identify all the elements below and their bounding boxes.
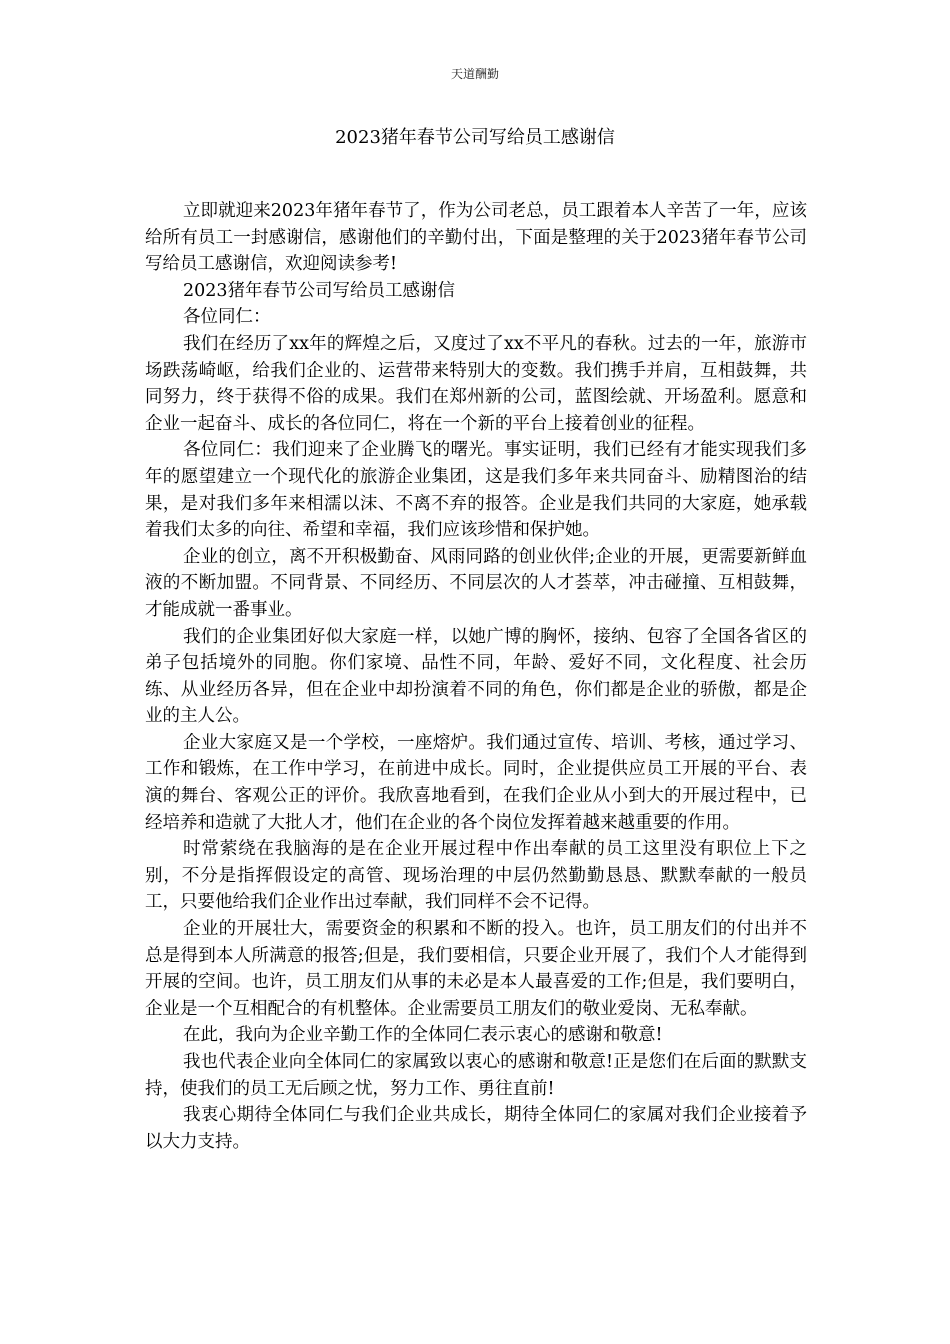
paragraph: 我们在经历了xx年的辉煌之后，又度过了xx不平凡的春秋。过去的一年，旅游市场跌荡崎岖，给我们企业的、运营带来特别大的变数。我们携手并肩，互相鼓舞，共同努力，终于获得不俗的成果。我们在郑州新的公司，蓝图绘就、开场盈利。愿意和企业一起奋斗、成长的各位同仁，将在一个新的平台上接着创业的征程。 — [145, 333, 807, 434]
paragraph: 企业的开展壮大，需要资金的积累和不断的投入。也许，员工朋友们的付出并不总是得到本人所满意的报答;但是，我们要相信，只要企业开展了，我们个人才能得到开展的空间。也许，员工朋友们从事的未必是本人最喜爱的工作;但是，我们要明白，企业是一个互相配合的有机整体。企业需要员工朋友们的敬业爱岗、无私奉献。 — [145, 919, 807, 1019]
paragraph: 各位同仁：我们迎来了企业腾飞的曙光。事实证明，我们已经有才能实现我们多年的愿望建立一个现代化的旅游企业集团，这是我们多年来共同奋斗、励精图治的结果，是对我们多年来相濡以沫、不离不弃的报答。企业是我们共同的大家庭，她承载着我们太多的向往、希望和幸福，我们应该珍惜和保护她。 — [145, 440, 807, 541]
paragraph-salutation: 各位同仁： — [183, 307, 271, 328]
paragraph: 企业的创立，离不开积极勤奋、风雨同路的创业伙伴;企业的开展，更需要新鲜血液的不断加盟。不同背景、不同经历、不同层次的人才荟萃，冲击碰撞、互相鼓舞，才能成就一番事业。 — [145, 546, 807, 620]
paragraph-closing: 我衷心期待全体同仁与我们企业共成长，期待全体同仁的家属对我们企业接着予以大力支持。 — [145, 1105, 807, 1152]
paragraph: 我们的企业集团好似大家庭一样，以她广博的胸怀，接纳、包容了全国各省区的弟子包括境外的同胞。你们家境、品性不同，年龄、爱好不同，文化程度、社会历练、从业经历各异，但在企业中却扮演着不同的角色，你们都是企业的骄傲，都是企业的主人公。 — [145, 626, 807, 727]
paragraph-intro: 立即就迎来2023年猪年春节了，作为公司老总，员工跟着本人辛苦了一年，应该给所有员工一封感谢信，感谢他们的辛勤付出，下面是整理的关于2023猪年春节公司写给员工感谢信，欢迎阅读参考! — [145, 201, 807, 275]
page-header: 天道酬勤 — [450, 67, 499, 81]
paragraph: 时常萦绕在我脑海的是在企业开展过程中作出奉献的员工这里没有职位上下之别，不分是指挥假设定的高管、现场治理的中层仍然勤勤恳恳、默默奉献的一般员工，只要他给我们企业作出过奉献，我们同样不会不记得。 — [145, 839, 807, 913]
paragraph-subtitle: 2023猪年春节公司写给员工感谢信 — [183, 280, 456, 301]
paragraph: 我也代表企业向全体同仁的家属致以衷心的感谢和敬意!正是您们在后面的默默支持，使我们的员工无后顾之忧，努力工作、勇往直前! — [145, 1052, 807, 1099]
document-body — [145, 198, 807, 1155]
document-title: 2023猪年春节公司写给员工感谢信 — [335, 127, 615, 148]
paragraph: 企业大家庭又是一个学校，一座熔炉。我们通过宣传、培训、考核，通过学习、工作和锻炼，在工作中学习，在前进中成长。同时，企业提供应员工开展的平台、表演的舞台、客观公正的评价。我欣喜地看到，在我们企业从小到大的开展过程中，已经培养和造就了大批人才，他们在企业的各个岗位发挥着越来越重要的作用。 — [145, 732, 807, 833]
paragraph: 在此，我向为企业辛勤工作的全体同仁表示衷心的感谢和敬意! — [183, 1025, 663, 1046]
